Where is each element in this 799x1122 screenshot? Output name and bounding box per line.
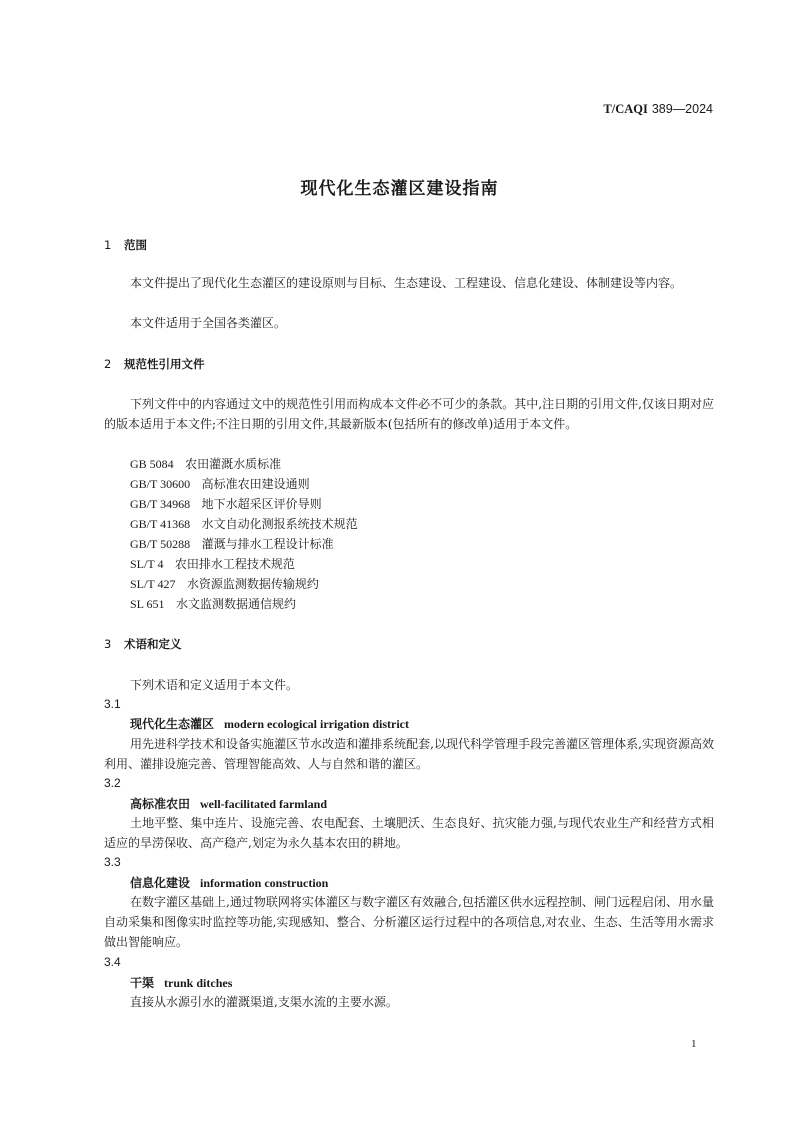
reference-item: [130, 475, 310, 492]
term-number: 3.2: [104, 776, 121, 790]
page-title: 现代化生态灌区建设指南: [300, 179, 499, 199]
term-definition: 在数字灌区基础上,通过物联网将实体灌区与数字灌区有效融合,包括灌区供水远程控制、闸门远程启闭、用水量自动采集和图像实时监控等功能,实现感知、整合、分析灌区运行过程中的各项信息,对农业、生态、生活等用水需求做出智能响应。: [104, 895, 714, 949]
term-definition: 土地平整、集中连片、设施完善、农电配套、土壤肥沃、生态良好、抗灾能力强,与现代农业生产和经营方式相适应的旱涝保收、高产稳产,划定为永久基本农田的耕地。: [104, 816, 714, 850]
paragraph: 下列术语和定义适用于本文件。: [130, 678, 299, 692]
paragraph: 本文件适用于全国各类灌区。: [130, 316, 287, 330]
section-title: 范围: [124, 238, 147, 252]
term-number: 3.4: [104, 955, 121, 969]
reference-code: SL/T 4: [130, 557, 164, 571]
document-code: [603, 101, 713, 117]
term-en: modern ecological irrigation district: [224, 717, 409, 731]
reference-code: GB/T 41368: [130, 517, 191, 531]
term-heading: [130, 974, 232, 991]
section-title: 规范性引用文件: [124, 357, 205, 371]
term-number: 3.1: [104, 697, 121, 711]
reference-name: 水文自动化测报系统技术规范: [201, 517, 358, 531]
term-en: trunk ditches: [164, 976, 233, 990]
reference-name: 灌溉与排水工程设计标准: [201, 537, 334, 551]
section-number: 1: [104, 238, 112, 252]
reference-item: [130, 595, 296, 612]
reference-name: 农田灌溉水质标准: [185, 457, 282, 471]
reference-code: SL/T 427: [130, 577, 176, 591]
term-cn: 现代化生态灌区: [130, 717, 215, 731]
page-number: 1: [691, 1038, 697, 1050]
section-heading-terms-definitions: [104, 636, 182, 652]
term-heading: [130, 795, 327, 812]
term-en: well-facilitated farmland: [200, 797, 327, 811]
reference-name: 高标准农田建设通则: [201, 477, 310, 491]
reference-code: GB/T 30600: [130, 477, 191, 491]
reference-item: [130, 495, 322, 512]
reference-item: [130, 455, 281, 472]
section-heading-scope: [104, 237, 147, 253]
reference-code: GB/T 34968: [130, 497, 191, 511]
term-heading: [130, 874, 328, 891]
reference-item: [130, 515, 358, 532]
section-number: 3: [104, 637, 112, 651]
paragraph: 下列文件中的内容通过文中的规范性引用而构成本文件必不可少的条款。其中,注日期的引用文件,仅该日期对应的版本适用于本文件;不注日期的引用文件,其最新版本(包括所有的修改单)适用于本文件。: [104, 397, 714, 431]
reference-code: SL 651: [130, 597, 165, 611]
reference-name: 水资源监测数据传输规约: [186, 577, 319, 591]
reference-name: 农田排水工程技术规范: [174, 557, 295, 571]
section-title: 术语和定义: [124, 637, 182, 651]
code-prefix: T/CAQI: [603, 102, 648, 116]
term-cn: 干渠: [130, 976, 155, 990]
term-number: 3.3: [104, 855, 121, 869]
reference-name: 水文监测数据通信规约: [176, 597, 297, 611]
term-cn: 信息化建设: [130, 876, 191, 890]
section-heading-normative-references: [104, 356, 205, 372]
term-definition: 用先进科学技术和设备实施灌区节水改造和灌排系统配套,以现代科学管理手段完善灌区管理体系,实现资源高效利用、灌排设施完善、管理智能高效、人与自然和谐的灌区。: [104, 737, 714, 771]
term-heading: [130, 715, 409, 732]
term-definition: 直接从水源引水的灌溉渠道,支渠水流的主要水源。: [130, 995, 398, 1009]
reference-code: GB/T 50288: [130, 537, 191, 551]
term-cn: 高标准农田: [130, 797, 191, 811]
reference-name: 地下水超采区评价导则: [201, 497, 322, 511]
term-en: information construction: [200, 876, 329, 890]
reference-item: [130, 555, 295, 572]
reference-item: [130, 575, 319, 592]
code-number: 389—2024: [651, 102, 713, 116]
section-number: 2: [104, 357, 112, 371]
reference-item: [130, 535, 334, 552]
reference-code: GB 5084: [130, 457, 174, 471]
paragraph: 本文件提出了现代化生态灌区的建设原则与目标、生态建设、工程建设、信息化建设、体制建设等内容。: [130, 276, 683, 290]
